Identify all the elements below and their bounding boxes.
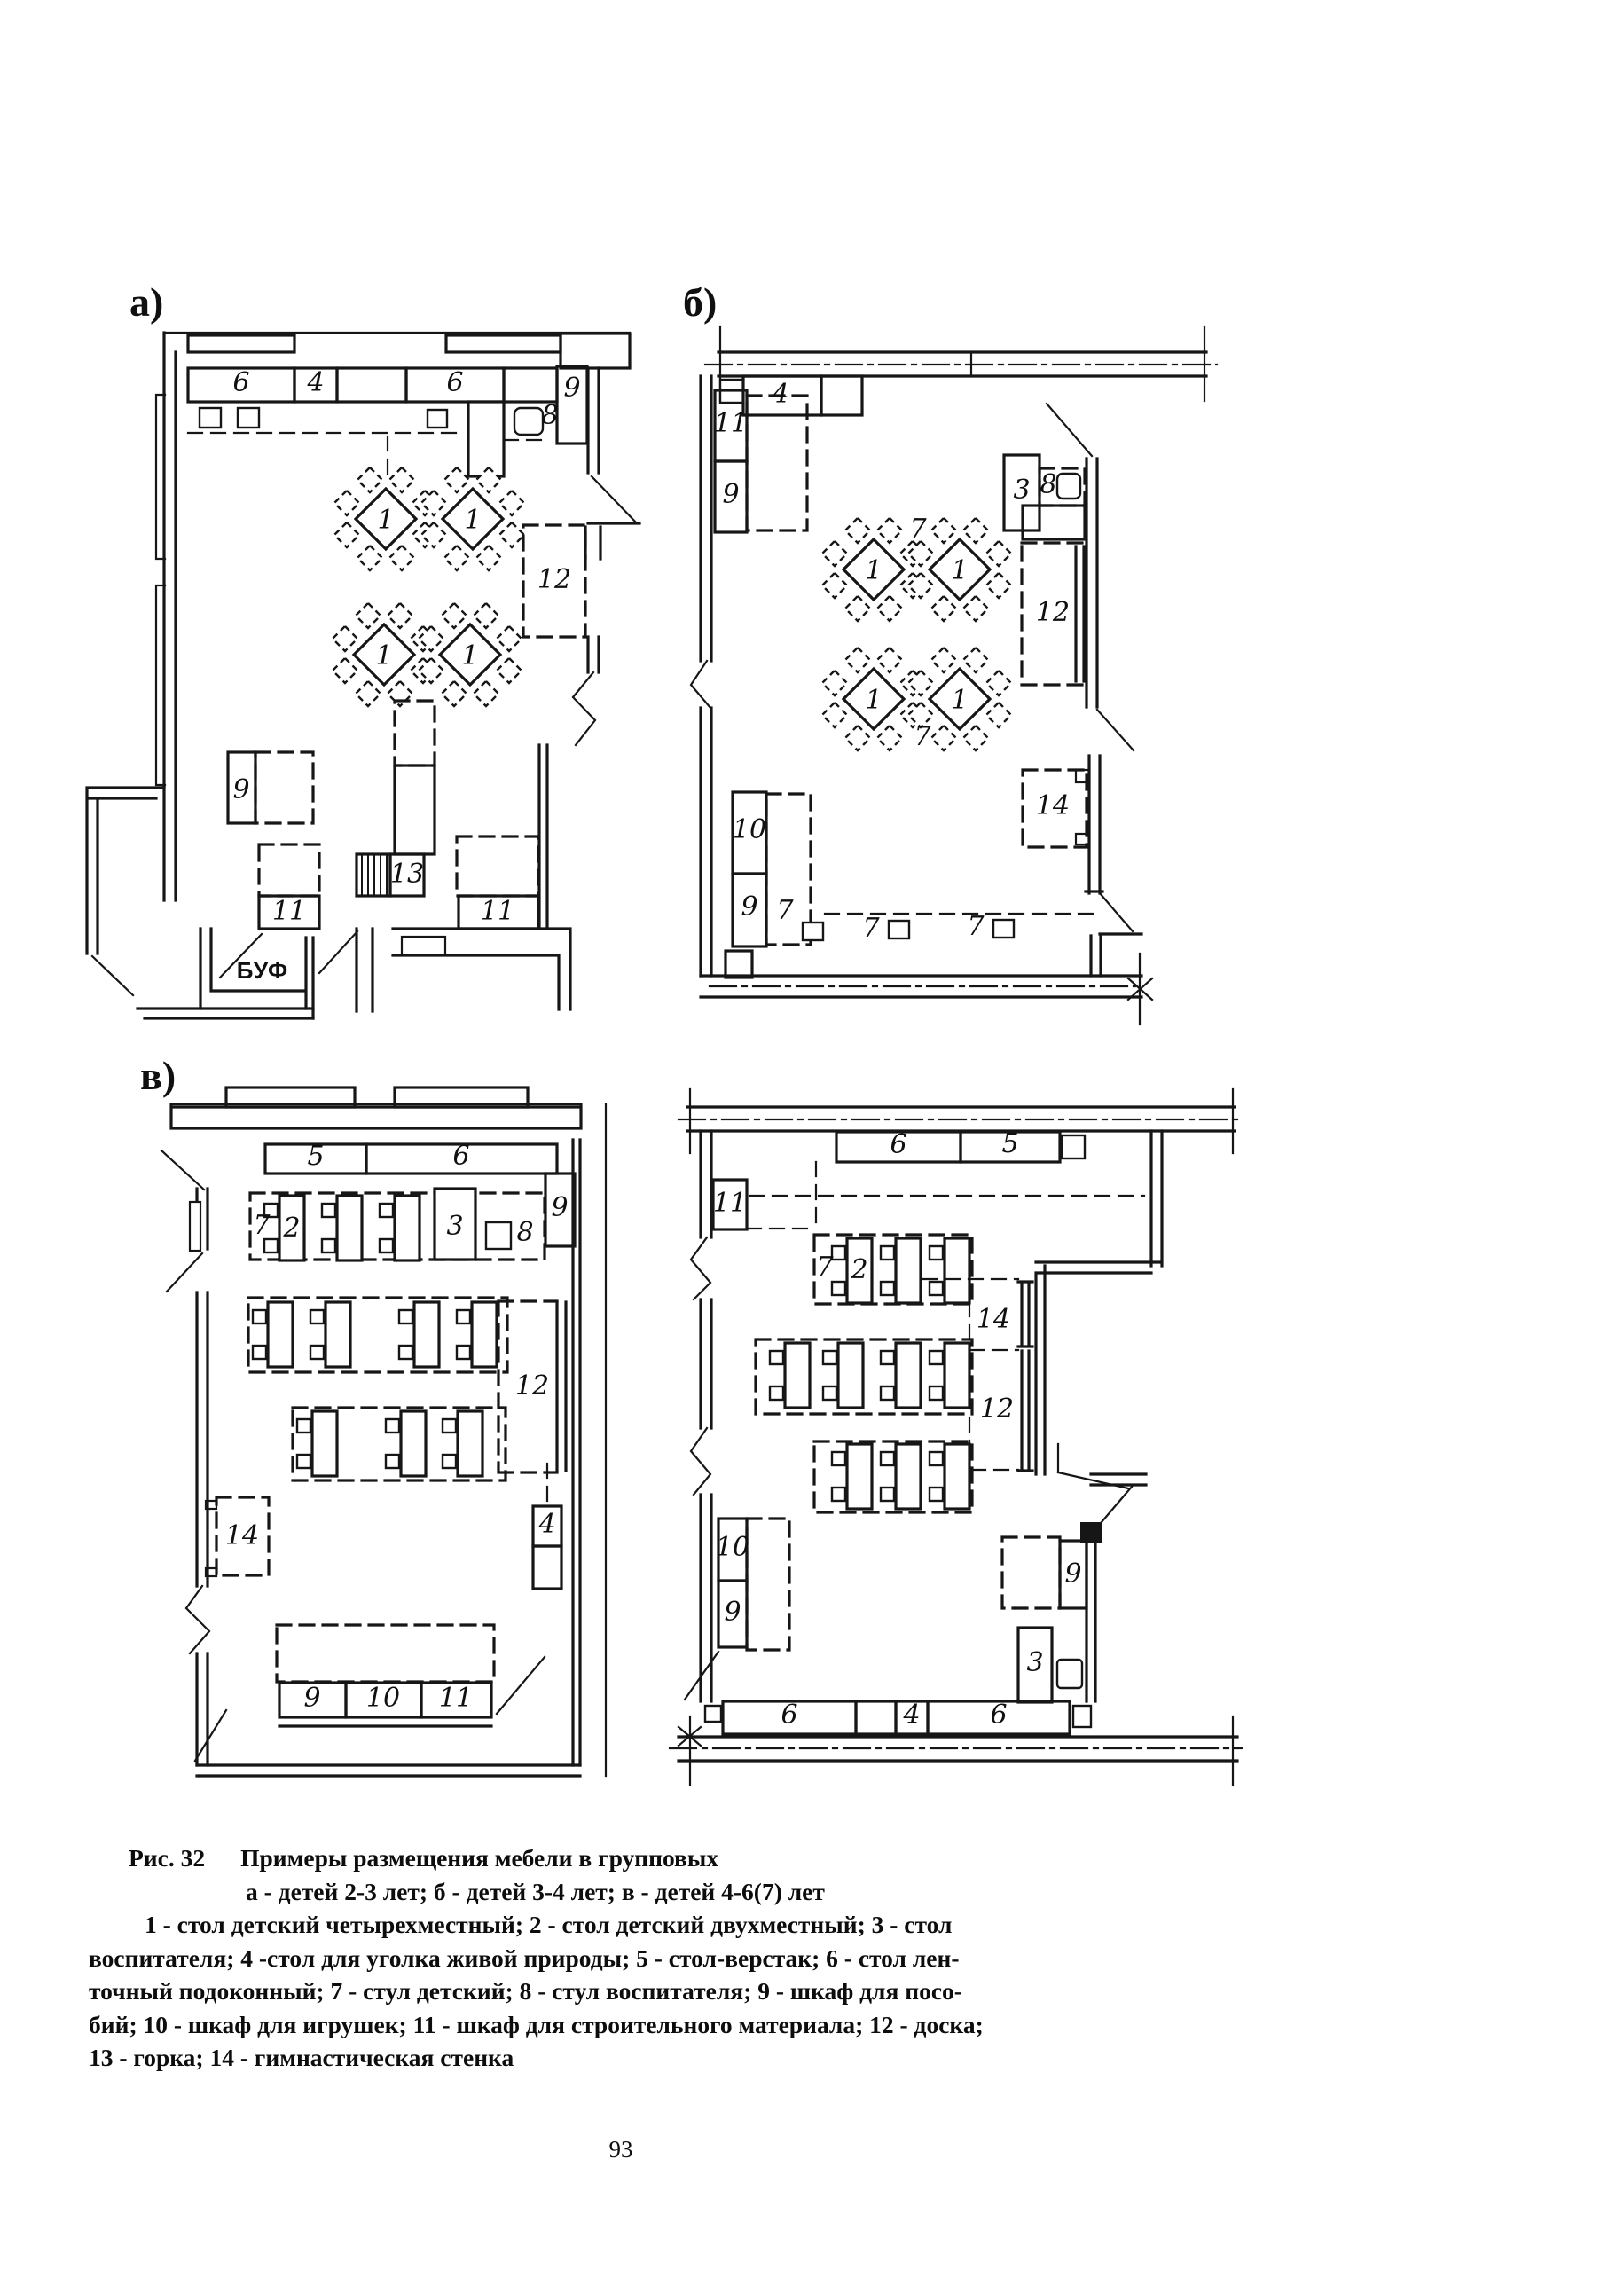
furniture-label: 9 [722, 479, 740, 510]
furniture-label: 8 [516, 1217, 534, 1248]
furniture-label: 12 [1035, 597, 1071, 628]
furniture-label: 11 [480, 896, 515, 927]
table-two-seat [930, 1444, 969, 1509]
legend-line: точный подоконный; 7 - стул детский; 8 - стул воспитателя; 9 - шкаф для посо- [89, 1977, 962, 2005]
table-two-seat [399, 1302, 439, 1367]
legend-line: 1 - стол детский четырехместный; 2 - стол детский двухместный; 3 - стол [145, 1911, 953, 1938]
furniture-label: 1 [865, 555, 883, 586]
figure-title: Примеры размещения мебели в групповых [240, 1844, 719, 1872]
table-two-seat [380, 1196, 420, 1260]
plan-letter-a: а) [129, 279, 164, 325]
furniture-label: 1 [461, 640, 479, 671]
furniture-label: 9 [303, 1683, 321, 1714]
floor-plan-v [120, 1053, 696, 1858]
furniture-label: 6 [990, 1700, 1008, 1731]
furniture-label: 7 [862, 913, 880, 944]
furniture-label: 1 [464, 505, 482, 536]
furniture-label: 14 [1035, 790, 1071, 821]
furniture-label: 14 [224, 1520, 260, 1551]
floor-plan-b [679, 253, 1246, 1069]
furniture-label: 13 [389, 859, 425, 890]
furniture-label: 7 [914, 721, 931, 752]
furniture-label: 7 [816, 1252, 834, 1283]
table-two-seat [823, 1343, 863, 1408]
table-two-seat [253, 1302, 293, 1367]
furniture-label: 6 [890, 1129, 907, 1160]
furniture-label: 6 [232, 367, 250, 398]
furniture-label: 8 [1040, 469, 1057, 500]
plan-letter-v: в) [140, 1053, 177, 1098]
furniture-label: 11 [712, 1188, 748, 1219]
table-two-seat [881, 1444, 921, 1509]
furniture-label: 9 [232, 774, 250, 805]
furniture-label: 5 [1001, 1128, 1019, 1159]
table-two-seat [930, 1343, 969, 1408]
plan-letter-b: б) [683, 279, 718, 325]
furniture-label: 1 [375, 640, 393, 671]
floor-plan-g [674, 1089, 1246, 1888]
furniture-label: 7 [776, 895, 794, 926]
figure-subtitle: а - детей 2-3 лет; б - детей 3-4 лет; в - детей 4-6(7) лет [246, 1877, 825, 1905]
furniture-label: 10 [715, 1532, 750, 1563]
table-two-seat [770, 1343, 810, 1408]
furniture-label: 12 [514, 1370, 550, 1402]
floor-plan-a [80, 253, 674, 1064]
furniture-label: 8 [541, 400, 559, 431]
furniture-label: 2 [283, 1213, 301, 1244]
furniture-label: 9 [551, 1192, 569, 1223]
furniture-label: 10 [365, 1683, 401, 1714]
furniture-g [685, 1132, 1144, 1734]
figure-caption [89, 1841, 1251, 2075]
furniture-label: 10 [732, 814, 767, 845]
furniture-label: 11 [438, 1683, 474, 1714]
furniture-label: 3 [1013, 475, 1031, 506]
furniture-label: 14 [976, 1304, 1011, 1335]
furniture-label: 1 [865, 685, 883, 716]
furniture-label: 1 [951, 555, 969, 586]
furniture-b [715, 376, 1098, 946]
furniture-label: 7 [909, 514, 927, 545]
table-two-seat [881, 1343, 921, 1408]
furniture-label: 9 [741, 891, 758, 923]
legend-line: воспитателя; 4 -стол для уголка живой природы; 5 - стол-верстак; 6 - стол лен- [89, 1943, 960, 1972]
furniture-label: 4 [903, 1700, 921, 1731]
table-two-seat [322, 1196, 362, 1260]
table-two-seat [457, 1302, 497, 1367]
furniture-label: 11 [713, 408, 749, 439]
page-number: 93 [608, 2136, 633, 2163]
walls-g [670, 1089, 1242, 1785]
furniture-label: 4 [772, 379, 789, 410]
table-two-seat [832, 1444, 872, 1509]
furniture-label: 12 [979, 1394, 1015, 1425]
furniture-label: 12 [537, 564, 572, 595]
furniture-label: 7 [253, 1210, 271, 1241]
furniture-label: 6 [781, 1700, 798, 1731]
walls-v [161, 1087, 606, 1776]
furniture-label: 6 [446, 367, 464, 398]
furniture-label: 9 [1064, 1559, 1082, 1590]
room-label-buffet: БУФ [236, 957, 289, 984]
furniture-label: 3 [1026, 1647, 1044, 1678]
table-two-seat [297, 1411, 337, 1476]
figure-ref: Рис. 32 [129, 1844, 206, 1872]
labels-a [232, 367, 580, 984]
furniture-label: 7 [967, 911, 985, 942]
furniture-label: 2 [851, 1254, 868, 1285]
table-two-seat [930, 1238, 969, 1303]
furniture-label: 6 [452, 1141, 470, 1172]
furniture-label: 9 [563, 373, 581, 404]
furniture-label: 5 [307, 1141, 325, 1172]
legend-line: бий; 10 - шкаф для игрушек; 11 - шкаф для строительного материала; 12 - доска; [89, 2010, 984, 2038]
table-two-seat [881, 1238, 921, 1303]
furniture-label: 1 [951, 685, 969, 716]
furniture-label: 4 [307, 367, 325, 398]
furniture-label: 3 [446, 1211, 464, 1242]
furniture-label: 4 [538, 1509, 556, 1540]
table-two-seat [386, 1411, 426, 1476]
legend-line: 13 - горка; 14 - гимнастическая стенка [89, 2044, 514, 2071]
caption-headline [89, 1841, 1251, 1875]
furniture-label: 1 [377, 505, 395, 536]
furniture-label: 9 [724, 1597, 741, 1628]
labels-g [713, 1128, 1082, 1731]
table-two-seat [443, 1411, 482, 1476]
furniture-label: 11 [271, 896, 307, 927]
table-two-seat [310, 1302, 350, 1367]
